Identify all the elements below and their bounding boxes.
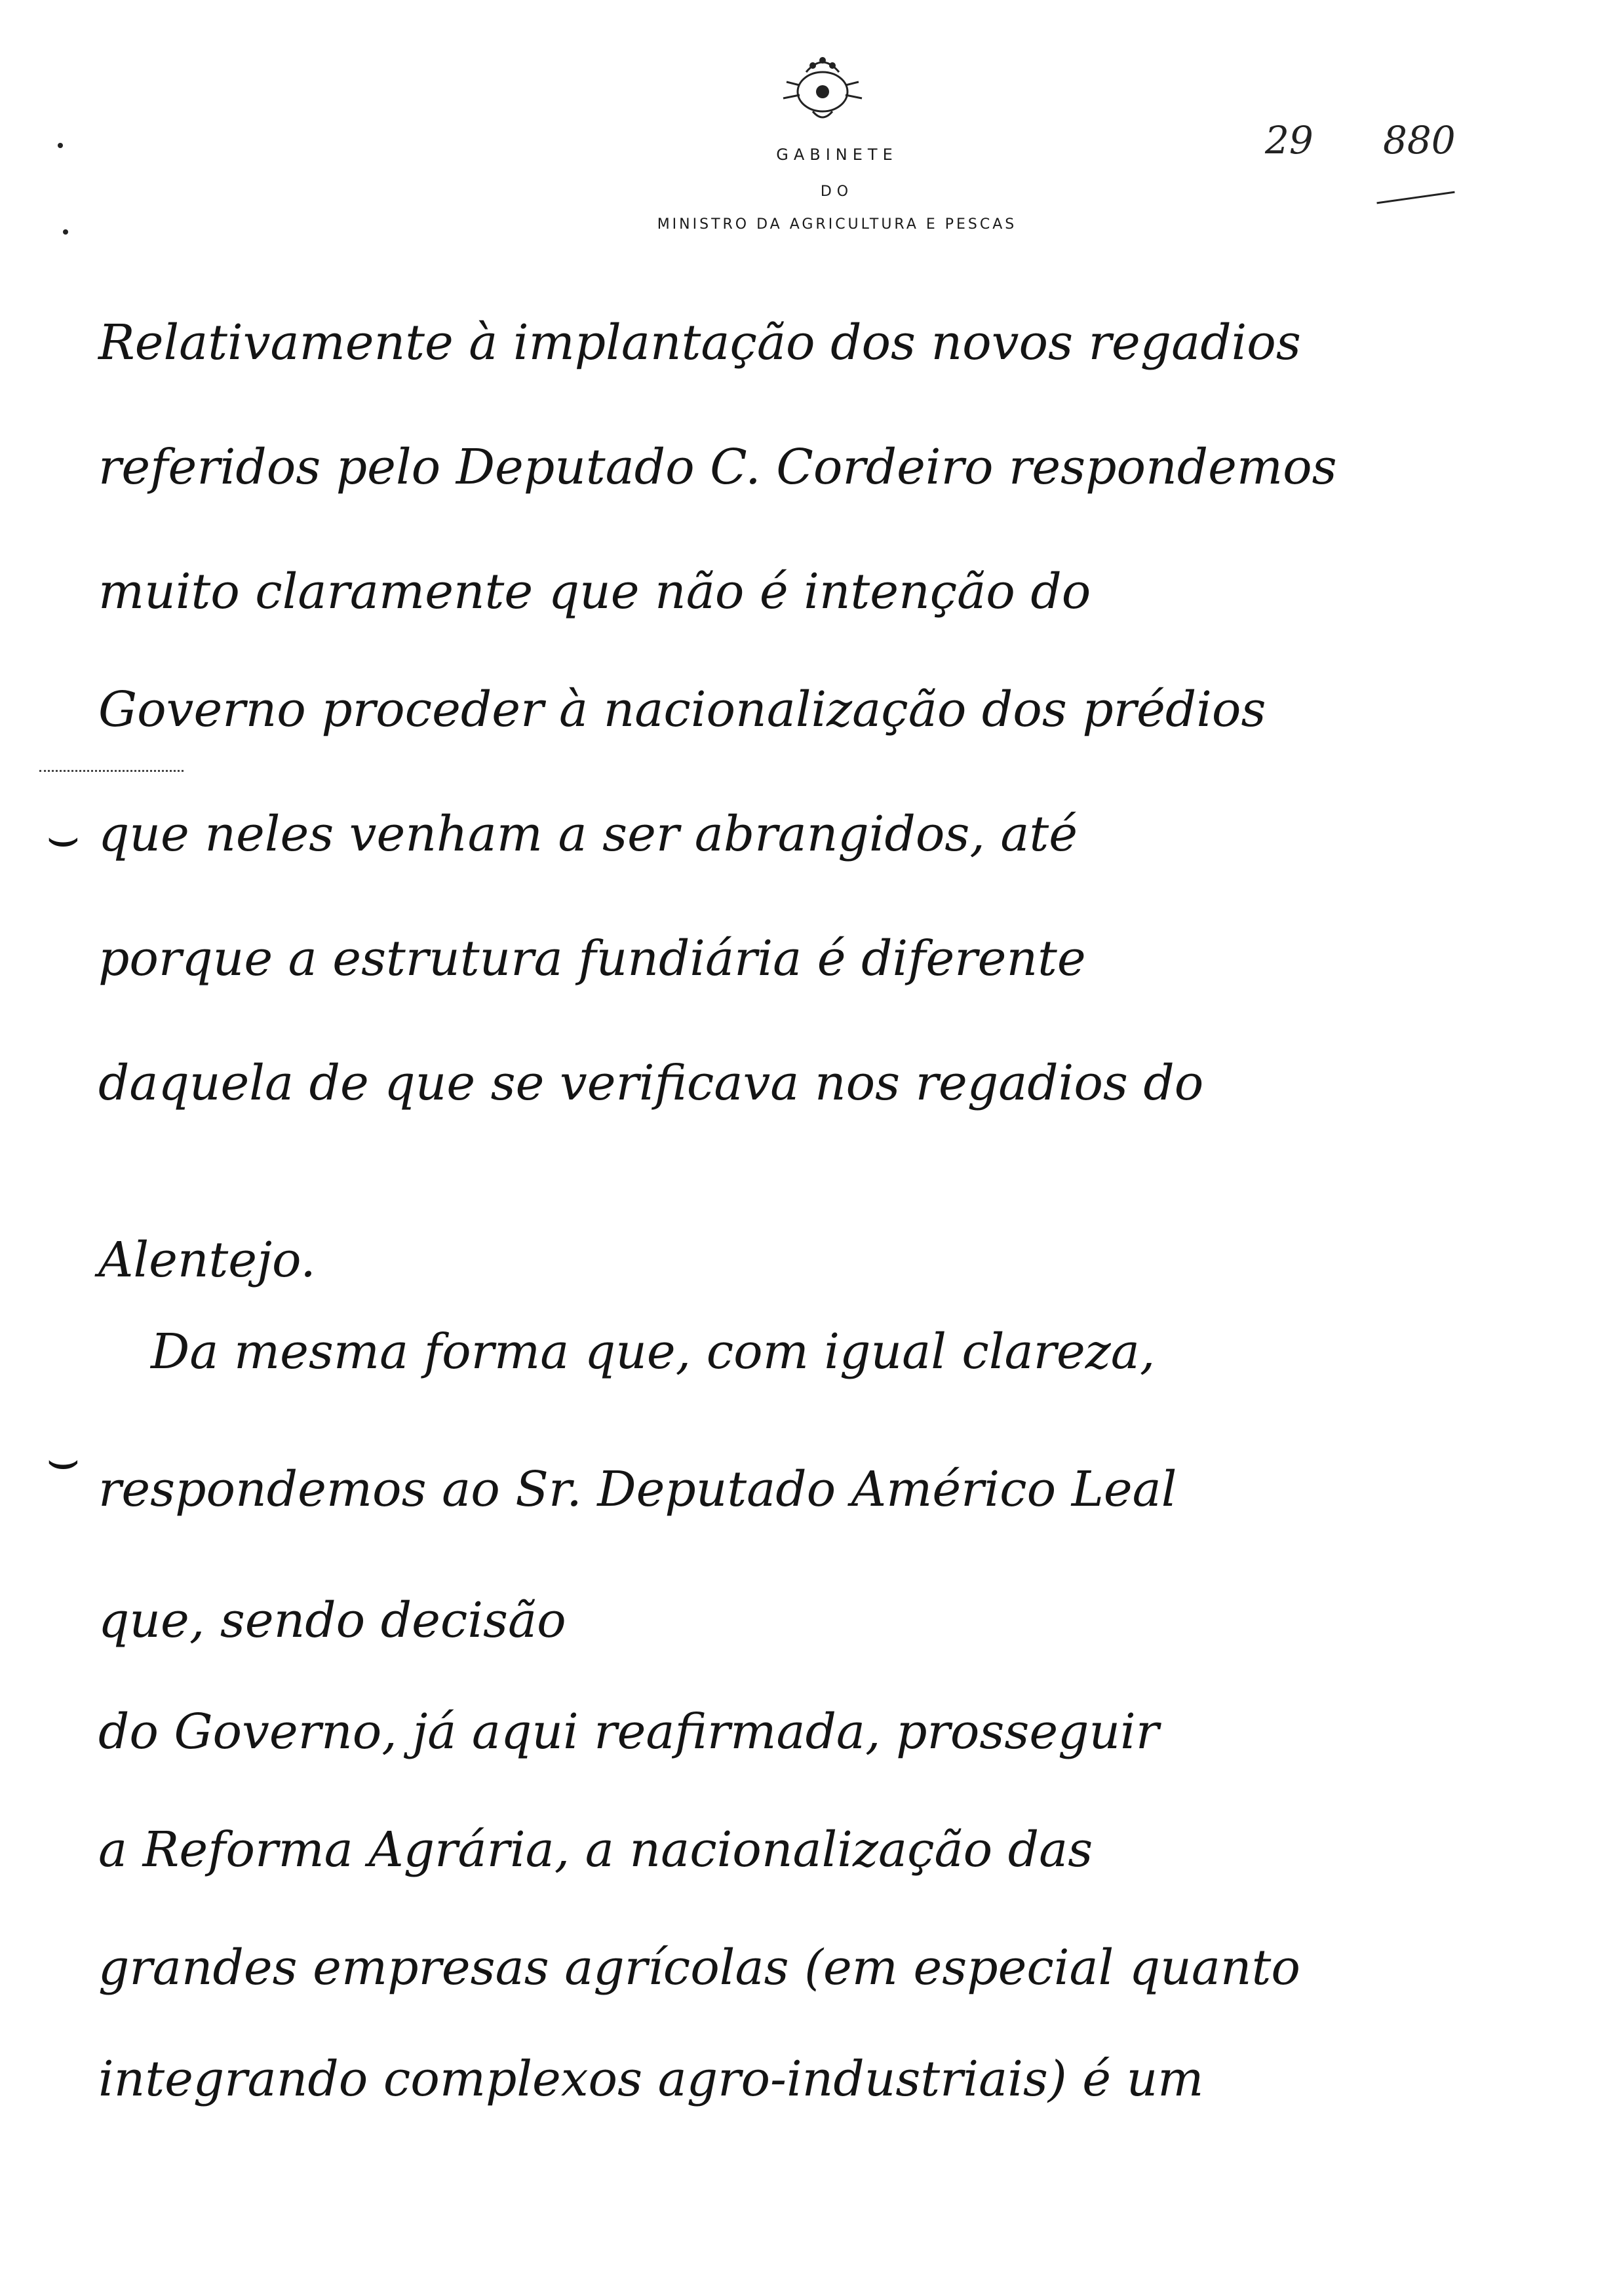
handwritten-line: muito claramente que não é intenção do [98,564,1091,620]
letterhead-office: GABINETE [776,145,898,164]
margin-mark: ⌣ [46,806,81,867]
handwritten-line: respondemos ao Sr. Deputado Américo Leal [98,1461,1177,1518]
handwritten-line: Da mesma forma que, com igual clareza, [151,1324,1156,1380]
handwritten-line: a Reforma Agrária, a nacionalização das [98,1822,1093,1878]
margin-mark: ⌣ [46,1428,81,1489]
handwritten-line: do Governo, já aqui reafirmada, prosseguir [98,1704,1159,1760]
letterhead [0,0,1615,262]
handwritten-line: Relativamente à implantação dos novos regadios [98,315,1301,371]
letterhead-ministry: MINISTRO DA AGRICULTURA E PESCAS [657,216,1017,233]
handwritten-line: referidos pelo Deputado C. Cordeiro respondemos [98,439,1337,495]
coat-of-arms-emblem [773,46,872,131]
letterhead-connector: DO [820,183,854,200]
page-number-second: 880 [1383,118,1456,163]
handwritten-line: integrando complexos agro-industriais) é um [98,2051,1204,2107]
handwritten-line: daquela de que se verificava nos regadios do [98,1055,1204,1111]
scan-speck [63,229,68,235]
handwritten-line: que neles venham a ser abrangidos, até [98,806,1078,862]
handwritten-line: porque a estrutura fundiária é diferente [98,930,1086,987]
page-number-first: 29 [1265,118,1313,163]
handwritten-line: Alentejo. [98,1232,316,1288]
scan-speck [58,143,63,148]
handwritten-line: grandes empresas agrícolas (em especial quanto [98,1940,1300,1996]
handwritten-line: que, sendo decisão [98,1592,566,1649]
dotted-margin-line [39,770,184,772]
handwritten-line: Governo proceder à nacionalização dos prédios [98,681,1266,738]
